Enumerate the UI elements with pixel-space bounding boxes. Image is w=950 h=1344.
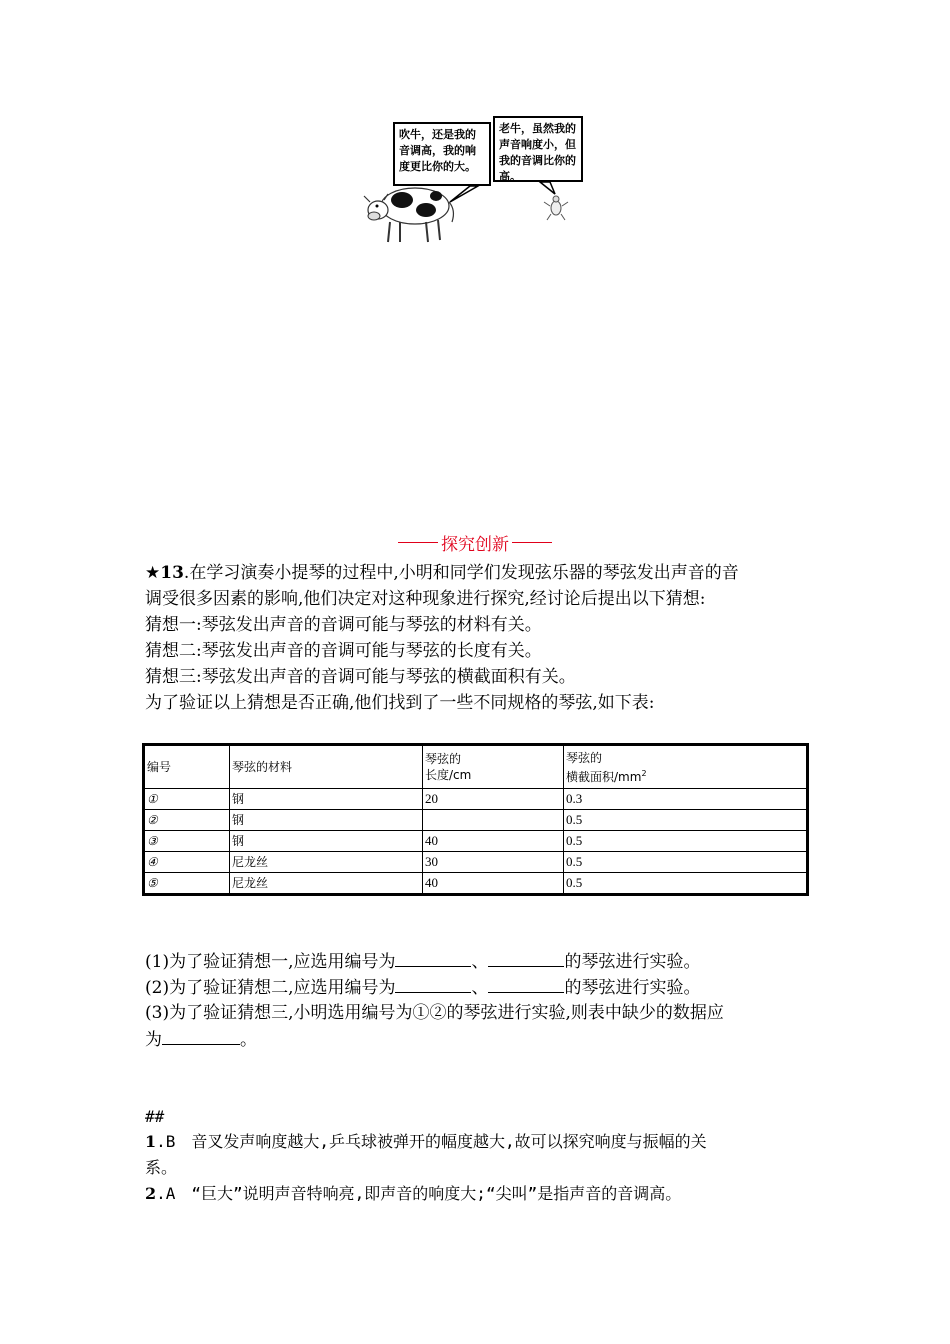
row-id: ④ [144, 852, 230, 873]
subquestion-1-suffix: 的琴弦进行实验。 [564, 952, 701, 972]
row-id: ② [144, 810, 230, 831]
title-rule-right [512, 542, 552, 543]
guess-two: 猜想二:琴弦发出声音的音调可能与琴弦的长度有关。 [145, 641, 542, 661]
answer-blank[interactable] [488, 974, 564, 993]
subquestion-2-suffix: 的琴弦进行实验。 [564, 978, 701, 998]
header-length-line2: 长度/cm [425, 768, 472, 782]
answer-2-text: .A “巨大”说明声音特响亮,即声音的响度大;“尖叫”是指声音的音调高。 [156, 1184, 682, 1203]
header-area-line2: 横截面积/mm [566, 769, 642, 784]
guess-three: 猜想三:琴弦发出声音的音调可能与琴弦的横截面积有关。 [145, 667, 576, 687]
table-row [144, 831, 808, 852]
row-area: 0.3 [564, 789, 808, 810]
cow-bubble-tail [450, 186, 478, 202]
answer-blank[interactable] [488, 948, 564, 967]
header-length-line1: 琴弦的 [425, 752, 462, 766]
answer-blank[interactable] [162, 1026, 240, 1045]
subquestion-1-prefix: (1)为了验证猜想一,应选用编号为 [145, 952, 396, 972]
row-id: ① [144, 789, 230, 810]
answers-heading: ## [145, 1107, 165, 1126]
answer-1-number: 1 [145, 1132, 157, 1151]
question-intro-line2: 调受很多因素的影响,他们决定对这种现象进行探究,经讨论后提出以下猜想: [145, 589, 706, 609]
answer-1-line2: 系。 [145, 1158, 178, 1177]
subquestion-2-prefix: (2)为了验证猜想二,应选用编号为 [145, 978, 396, 998]
row-id: ③ [144, 831, 230, 852]
header-id: 编号 [144, 745, 230, 789]
row-material: 尼龙丝 [230, 873, 423, 895]
subquestion-3-line1: (3)为了验证猜想三,小明选用编号为①②的琴弦进行实验,则表中缺少的数据应 [145, 1003, 724, 1023]
row-area: 0.5 [564, 810, 808, 831]
separator: 、 [471, 978, 489, 998]
question-intro-line1 [145, 560, 739, 586]
table-row [144, 852, 808, 873]
mosquito-speech-bubble [493, 116, 583, 182]
question-number: 13 [160, 563, 184, 583]
subquestion-3-suffix: 。 [240, 1030, 257, 1050]
mosquito-icon [544, 196, 568, 220]
header-length [423, 745, 564, 789]
table-row [144, 810, 808, 831]
row-id: ⑤ [144, 873, 230, 895]
row-area: 0.5 [564, 873, 808, 895]
table-header-row [144, 745, 808, 789]
header-material: 琴弦的材料 [230, 745, 423, 789]
string-spec-table [142, 743, 809, 896]
row-material: 尼龙丝 [230, 852, 423, 873]
subquestion-1 [145, 948, 700, 975]
row-material: 钢 [230, 810, 423, 831]
table-row [144, 789, 808, 810]
answer-1-text: .B 音叉发声响度越大,乒乓球被弹开的幅度越大,故可以探究响度与振幅的关 [156, 1132, 707, 1151]
row-length: 30 [423, 852, 564, 873]
guess-one: 猜想一:琴弦发出声音的音调可能与琴弦的材料有关。 [145, 615, 542, 635]
subquestion-3-prefix: 为 [145, 1030, 162, 1050]
header-area [564, 745, 808, 789]
star-icon: ★ [145, 563, 161, 583]
row-material: 钢 [230, 789, 423, 810]
answer-2-number: 2 [145, 1184, 157, 1203]
answer-2-line1 [145, 1181, 681, 1207]
table-row [144, 873, 808, 895]
row-area: 0.5 [564, 852, 808, 873]
mosquito-bubble-tail [540, 182, 555, 194]
row-length: 20 [423, 789, 564, 810]
section-title [395, 530, 555, 554]
table-intro: 为了验证以上猜想是否正确,他们找到了一些不同规格的琴弦,如下表: [145, 693, 655, 713]
row-length [423, 810, 564, 831]
row-length: 40 [423, 873, 564, 895]
cow-speech-text: 吹牛，还是我的音调高，我的响度更比你的大。 [399, 128, 476, 173]
answer-blank[interactable] [395, 974, 471, 993]
section-title-text: 探究创新 [441, 534, 509, 555]
separator: 、 [471, 952, 489, 972]
subquestion-2 [145, 974, 700, 1001]
cow-icon [364, 188, 453, 242]
answer-1-line1 [145, 1129, 707, 1155]
title-rule-left [398, 542, 438, 543]
mosquito-speech-text: 老牛，虽然我的声音响度小，但我的音调比你的高。 [499, 122, 576, 183]
header-area-line1: 琴弦的 [566, 750, 603, 765]
header-area-sup: 2 [641, 768, 647, 778]
row-length: 40 [423, 831, 564, 852]
cartoon-illustration [360, 110, 590, 250]
row-material: 钢 [230, 831, 423, 852]
question-intro-text1: .在学习演奏小提琴的过程中,小明和同学们发现弦乐器的琴弦发出声音的音 [183, 563, 739, 583]
answer-blank[interactable] [395, 948, 471, 967]
cow-speech-bubble [393, 122, 491, 186]
subquestion-3-line2 [145, 1026, 257, 1053]
row-area: 0.5 [564, 831, 808, 852]
